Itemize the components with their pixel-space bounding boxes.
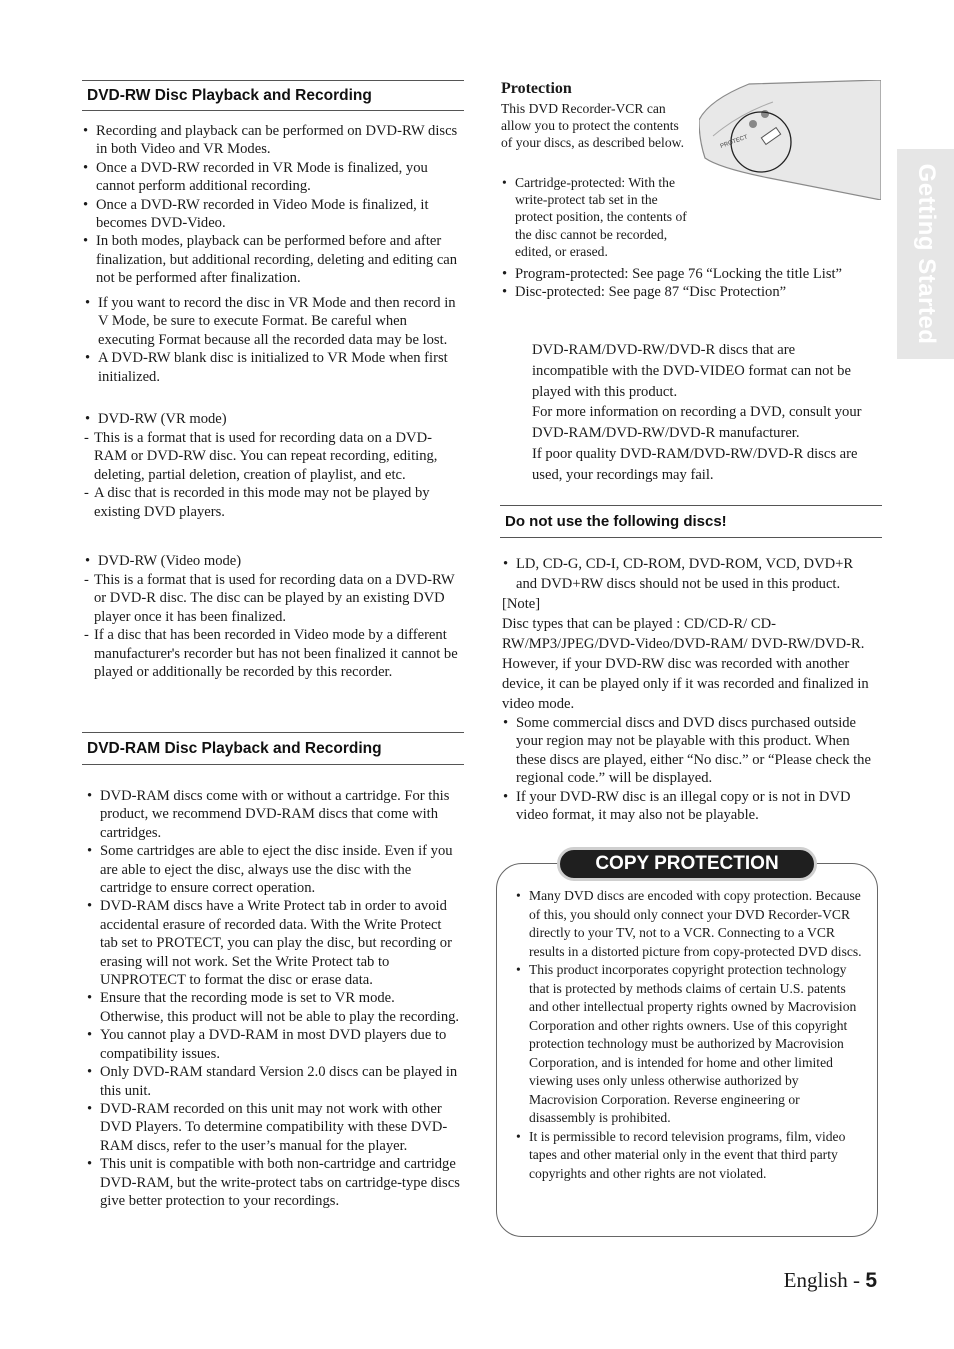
ram-bullets [86,787,462,1210]
list-item: • Disc-protected: See page 87 “Disc Protection” [501,283,861,301]
compat-note [532,340,874,486]
list-item: • DVD-RAM recorded on this unit may not work with other DVD Players. To determine compatibility with these DVD-RAM discs, refer to the user’s manual for the player. [86,1100,462,1155]
side-tab [897,149,954,359]
protection-intro: This DVD Recorder-VCR can allow you to protect the contents of your discs, as described below. [501,101,684,151]
list-item: • DVD-RAM discs come with or without a cartridge. For this product, we recommend DVD-RAM discs that come with cartridges. [86,787,462,842]
list-item: - This is a format that is used for recording data on a DVD-RAM or DVD-RW disc. You can repeat recording, editing, deleting, partial deletion, creation of playlist, and etc. [84,429,460,484]
list-item: • Some commercial discs and DVD discs purchased outside your region may not be playable with this product. When these discs are played, either “No disc.” or “Please check the regional code.” will be displayed. [502,714,874,788]
donot-bullets-2 [502,714,874,824]
donot-section-title: Do not use the following discs! [500,505,882,538]
protection-bullets-2 [501,265,861,302]
vr-mode-heading: • DVD-RW (VR mode) [84,410,460,428]
list-item: • A DVD-RW blank disc is initialized to VR Mode when first initialized. [84,349,460,386]
cartridge-protect-label: PROTECT [719,134,749,150]
video-mode-items [84,571,460,681]
list-item: • Ensure that the recording mode is set to VR mode. Otherwise, this product will not be able to play the recording. [86,989,462,1026]
note-label: [Note] [502,596,541,612]
copy-protection-title: COPY PROTECTION [557,847,817,881]
list-item: • This unit is compatible with both non-cartridge and cartridge DVD-RAM, but the write-protect tabs on cartridge-type discs give better protection to your recordings. [86,1155,462,1210]
list-item: • Many DVD discs are encoded with copy protection. Because of this, you should only connect your DVD Recorder-VCR directly to your TV, not to a VCR. Connecting to a VCR results in a distorted picture from copy-protected DVD discs. [515,887,863,961]
page-number: 5 [865,1269,877,1292]
page-footer [784,1268,877,1293]
list-item: • If you want to record the disc in VR Mode and then record in V Mode, be sure to execute Format. Be careful when executing Format because all the recorded data may be lost. [84,294,460,349]
note-line: For more information on recording a DVD, consult your DVD-RAM/DVD-RW/DVD-R manufacturer. [532,404,862,442]
list-item: • Cartridge-protected: With the write-protect tab set in the protect position, the contents of the disc cannot be recorded, edited, or erased. [501,174,691,260]
list-item: • In both modes, playback can be performed before and after finalization, but additional recording, deleting and editing can not be performed after finalization. [82,232,458,287]
list-item: • This product incorporates copyright protection technology that is protected by methods claims of certain U.S. patents and other intellectual property rights owned by Macrovision Corporation and other rights owners. Use of this copyright protection technology must be authorized by Macrovision Corporation, and is intended for home and other limited viewing uses only unless otherwise authorized by Macrovision Corporation. Reverse engineering or disassembly is prohibited. [515,961,863,1128]
video-mode-heading: • DVD-RW (Video mode) [84,552,460,570]
donot-bullets-1 [502,554,874,594]
note-line: If poor quality DVD-RAM/DVD-RW/DVD-R discs are used, your recordings may fail. [532,445,858,483]
cartridge-illustration [699,80,881,200]
list-item: • Program-protected: See page 76 “Locking the title List” [501,265,861,283]
list-item: • Only DVD-RAM standard Version 2.0 discs can be played in this unit. [86,1063,462,1100]
list-item: - This is a format that is used for recording data on a DVD-RW or DVD-R disc. The disc can be played by an existing DVD player once it has been finalized. [84,571,460,626]
list-item: • LD, CD-G, CD-I, CD-ROM, DVD-ROM, VCD, DVD+R and DVD+RW discs should not be used in this product. [502,554,874,594]
note-text: Disc types that can be played : CD/CD-R/ CD-RW/MP3/JPEG/DVD-Video/DVD-RAM/ DVD-RW/DVD-R. However, if your DVD-RW disc was recorded with another device, it can be played only if it was recorded and finalized in video mode. [502,616,869,712]
note-line: DVD-RAM/DVD-RW/DVD-R discs that are incompatible with the DVD-VIDEO format can not be played with this product. [532,342,851,400]
rw-section-title: DVD-RW Disc Playback and Recording [82,80,464,111]
list-item: - If a disc that has been recorded in Video mode by a different manufacturer's recorder but has not been finalized it cannot be played or additionally be recorded by this recorder. [84,626,460,681]
ram-section-title: DVD-RAM Disc Playback and Recording [82,732,464,765]
cartridge-image [699,80,881,200]
list-item: • Recording and playback can be performed on DVD-RW discs in both Video and VR Modes. [82,122,458,159]
vr-mode-items [84,429,460,521]
list-item: • You cannot play a DVD-RAM in most DVD players due to compatibility issues. [86,1026,462,1063]
copy-protection-bullets [515,887,863,1183]
donot-body [502,554,874,824]
side-tab-label: Getting Started [912,163,940,345]
list-item: • DVD-RAM discs have a Write Protect tab in order to avoid accidental erasure of recorded data. With the Write Protect tab set to PROTECT, you can play the disc, but recording or erasing will not work. Set the Write Protect tab to UNPROTECT to format the disc or erase data. [86,897,462,989]
list-item: • It is permissible to record television programs, film, video tapes and other material only in the event that third party copyrights and other rights are not violated. [515,1128,863,1184]
rw-bullets-1 [82,122,458,288]
list-item: • Once a DVD-RW recorded in Video Mode is finalized, it becomes DVD-Video. [82,196,458,233]
list-item: • Some cartridges are able to eject the disc inside. Even if you are able to eject the disc, always use the disc with the cartridge to ensure correct operation. [86,842,462,897]
rw-bullets-2 [84,294,460,386]
protection-bullets-1 [501,174,691,260]
list-item: - A disc that is recorded in this mode may not be played by existing DVD players. [84,484,460,521]
protection-title: Protection [501,80,572,97]
list-item: • Once a DVD-RW recorded in VR Mode is finalized, you cannot perform additional recording. [82,159,458,196]
list-item: • If your DVD-RW disc is an illegal copy or is not in DVD video format, it may also not be playable. [502,788,874,825]
footer-language: English - [783,1268,861,1292]
